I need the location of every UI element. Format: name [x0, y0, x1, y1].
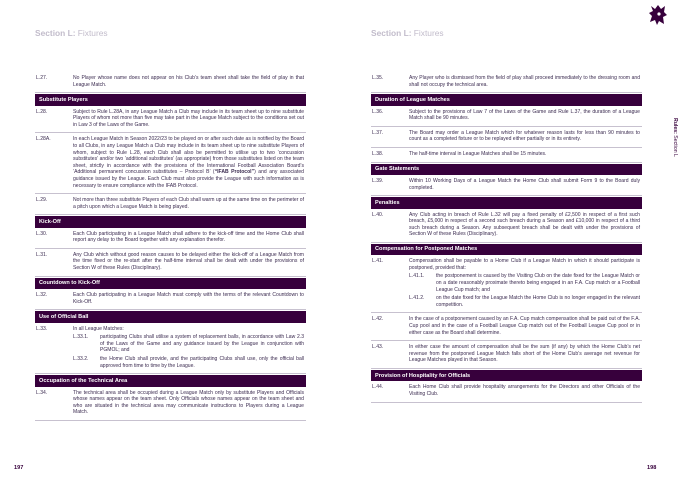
rule-row: [371, 148, 642, 163]
rule-row: [35, 289, 306, 310]
page-number-left: 197: [14, 465, 24, 471]
section-heading: Occupation of the Technical Area: [35, 375, 306, 386]
page-number-right: 198: [647, 465, 657, 471]
left-column: [35, 72, 306, 421]
rule-row: [371, 209, 642, 243]
rule-text-content: The half-time interval in League Matches shall be 15 minutes.: [409, 150, 547, 157]
rule-row: [35, 133, 306, 194]
rule-number: L.37.: [372, 129, 384, 136]
rule-number: L.36.: [372, 108, 384, 115]
rule-text-content: Each Club participating in a League Match shall adhere to the kick-off time and the Home Club shall report any delay to the Board together with any explanation therefor.: [73, 230, 304, 244]
section-heading: Penalties: [371, 197, 642, 208]
rule-row: [371, 106, 642, 127]
rule-text: [409, 75, 642, 88]
sub-rule-row: [73, 356, 304, 369]
sub-rule-text: the postponement is caused by the Visiting Club on the date fixed for the League Match or on a date reasonably proximate thereto being engaged in an F.A. Cup match or a Football League Cup match; and: [436, 273, 640, 293]
rule-text-content: Any Player who is dismissed from the field of play shall proceed immediately to the dressing room and shall not occupy the technical area.: [409, 75, 640, 88]
rule-text: [73, 231, 306, 244]
rule-row: [371, 255, 642, 313]
rule-number: L.32.: [36, 292, 48, 299]
rule-text: [409, 212, 642, 238]
header-title: Fixtures: [411, 28, 444, 38]
section-heading: Kick-Off: [35, 216, 306, 227]
sub-rule-row: [73, 334, 304, 354]
page-header-left: [35, 28, 108, 38]
rule-text-content: The technical area shall be occupied during a League Match only by substitute Players and Officials whose names appear on the team sheet. Only Officials whose names appear on the team sheet and who are situated in the technical area may communicate instructions to Players during a League Match.: [73, 389, 304, 416]
header-section: Section L:: [35, 28, 76, 38]
rule-number: L.31.: [36, 251, 48, 258]
rule-text: [409, 130, 642, 143]
header-title: Fixtures: [75, 28, 108, 38]
rule-row: [35, 387, 306, 421]
rule-row: [35, 228, 306, 249]
side-tab-bold: Rules:: [672, 118, 678, 134]
sub-rule-number: L.33.2.: [73, 356, 89, 362]
sub-rule-number: L.41.1.: [409, 273, 425, 280]
rule-text: [409, 151, 642, 158]
rule-number: L.29.: [36, 197, 48, 204]
rule-text: [73, 326, 306, 370]
rule-row: [371, 175, 642, 196]
rule-text-content: Each Club participating in a League Match must comply with the terms of the relevant Countdown to Kick-Off.: [73, 292, 304, 305]
page-header-right: [371, 28, 444, 38]
section-heading: Provision of Hospitality for Officials: [371, 370, 642, 381]
rule-row: [371, 127, 642, 148]
rule-text-content: Not more than three substitute Players of each Club shall warm up at the same time on the perimeter of a pitch upon which a League Match is being played.: [73, 197, 304, 210]
rule-number: L.38.: [372, 150, 384, 157]
right-column: [371, 72, 642, 403]
rule-text: [73, 390, 306, 416]
rule-text-content: Each Home Club shall provide hospitality arrangements for the Directors and other Officials of the Visiting Club.: [409, 384, 640, 397]
section-heading: Substitute Players: [35, 94, 306, 105]
sub-rule-text: on the date fixed for the League Match the Home Club is no longer engaged in the relevant competition.: [436, 295, 640, 308]
rule-text-content: Subject to Rule L.28A, in any League Match a Club may include in its team sheet up to nine substitute Players of whom not more than five may take part in the League Match subject to the conditions set out in Law 3 of the Laws of the Game.: [73, 108, 304, 128]
rule-row: [371, 381, 642, 402]
rule-number: L.30.: [36, 230, 48, 237]
section-heading: Compensation for Postponed Matches: [371, 244, 642, 255]
rule-row: [371, 341, 642, 369]
rule-text: [73, 109, 306, 129]
section-heading: Countdown to Kick-Off: [35, 278, 306, 289]
sub-rule-row: [409, 295, 640, 308]
rule-number: L.44.: [372, 384, 384, 391]
rule-number: L.33.: [36, 325, 48, 332]
rule-text-content: In the case of a postponement caused by an F.A. Cup match compensation shall be paid out of the F.A. Cup pool and in the case of a Football League Cup match out of the Football League Cup pool or in either case as the Board shall determine.: [409, 316, 640, 336]
section-heading: Use of Official Ball: [35, 311, 306, 322]
rule-text-content: Compensation shall be payable to a Home Club if a League Match in which it should participate is postponed, provided that:: [409, 258, 640, 271]
rule-text: [409, 316, 642, 336]
rule-text-content: In either case the amount of compensation shall be the sum (if any) by which the Home Club’s net revenue from the postponed League Match falls short of the Home Club’s average net revenue for League Matches played in that Season.: [409, 344, 640, 364]
rule-text: [409, 344, 642, 364]
rule-text-content: Any Club which without good reason causes to be delayed either the kick-off of a League Match from the time fixed or the re-start after the half-time interval shall be dealt with under the provisions of Section W of these Rules (Disciplinary).: [73, 251, 304, 272]
sub-rule-number: L.41.2.: [409, 295, 425, 302]
premier-league-lion-icon: [646, 3, 670, 27]
rule-text-defined-term: “IFAB Protocol”: [214, 169, 255, 176]
rule-text: [73, 252, 306, 272]
rule-text: [409, 384, 642, 397]
rule-text-content: In all League Matches:: [73, 325, 124, 332]
sub-rule-row: [409, 273, 640, 293]
sub-rule-number: L.33.1.: [73, 334, 89, 341]
rule-row: [35, 72, 306, 93]
rule-row: [35, 323, 306, 375]
rule-number: L.35.: [372, 75, 384, 81]
side-tab: [672, 118, 678, 157]
rule-text: [409, 258, 642, 308]
sub-rule-text: participating Clubs shall utilise a system of replacement balls, in accordance with Law 2.3 of the Laws of the Game and any guidance issued by the League in conjunction with PGMOL; and: [100, 334, 304, 354]
rule-number: L.41.: [372, 258, 384, 265]
rule-text-content: Within 10 Working Days of a League Match the Home Club shall submit Form 9 to the Board duly completed.: [409, 177, 640, 191]
rule-text-content: Subject to the provisions of Law 7 of the Laws of the Game and Rule L.37, the duration of a League Match shall be 90 minutes.: [409, 108, 640, 122]
rule-text: [409, 109, 642, 122]
rule-number: L.40.: [372, 211, 384, 218]
sub-rule-text: the Home Club shall provide, and the participating Clubs shall use, only the official ball approved from time to time by the League.: [100, 356, 304, 369]
section-heading: Duration of League Matches: [371, 94, 642, 105]
rule-text: [73, 197, 306, 210]
rule-number: L.42.: [372, 316, 384, 323]
rule-text-continued: ) and any associated guidance issued by the League. Each Club must also provide the League with such information as is necessary to ensure compliance with the IFAB Protocol.: [73, 169, 304, 189]
rule-number: L.27.: [36, 75, 48, 81]
section-heading: Gate Statements: [371, 164, 642, 175]
rule-text: [409, 178, 642, 191]
rule-row: [35, 106, 306, 134]
rule-text-content: The Board may order a League Match which for whatever reason lasts for less than 90 minutes to count as a completed fixture or to be replayed either partially or in its entirety.: [409, 129, 640, 143]
rule-number: L.34.: [36, 389, 48, 396]
rule-number: L.28.: [36, 108, 48, 115]
rule-text-content: No Player whose name does not appear on his Club’s team sheet shall take the field of play in that League Match.: [73, 75, 304, 88]
rule-text: [73, 136, 306, 189]
rule-text: [73, 292, 306, 305]
rule-number: L.28A.: [36, 136, 51, 143]
rule-number: L.39.: [372, 177, 384, 184]
rule-text: [73, 75, 306, 88]
rule-row: [35, 194, 306, 215]
rule-row: [371, 72, 642, 93]
rule-text-content: In each League Match in Season 2022/23 to be played on or after such date as is notified by the Board to all Clubs, in any League Match a Club may include in its team sheet up to nine substitute Players of whom, subject to Rule L.28, each Club shall also be permitted to utilise up to two ‘concussion substitutes’ and/or two ‘additional substitutes’ (as appropriate) from those substitutes listed on the team sheet, strictly in accordance with the provisions of the International Football Association Board’s ‘Additional permanent concussion substitutes – Protocol B’ (: [73, 136, 304, 176]
rule-row: [35, 249, 306, 277]
rule-number: L.43.: [372, 344, 384, 351]
side-tab-thin: Section L: [672, 133, 678, 157]
rule-text-content: Any Club acting in breach of Rule L.32 will pay a fixed penalty of £2,500 in respect of a first such breach, £5,000 in respect of a second such breach during a Season and £10,000 in respect of a third such breach during a Season. Any subsequent breach shall be dealt with under the provisions of Section W of these Rules (Disciplinary).: [409, 211, 640, 238]
rule-row: [371, 313, 642, 341]
header-section: Section L:: [371, 28, 412, 38]
